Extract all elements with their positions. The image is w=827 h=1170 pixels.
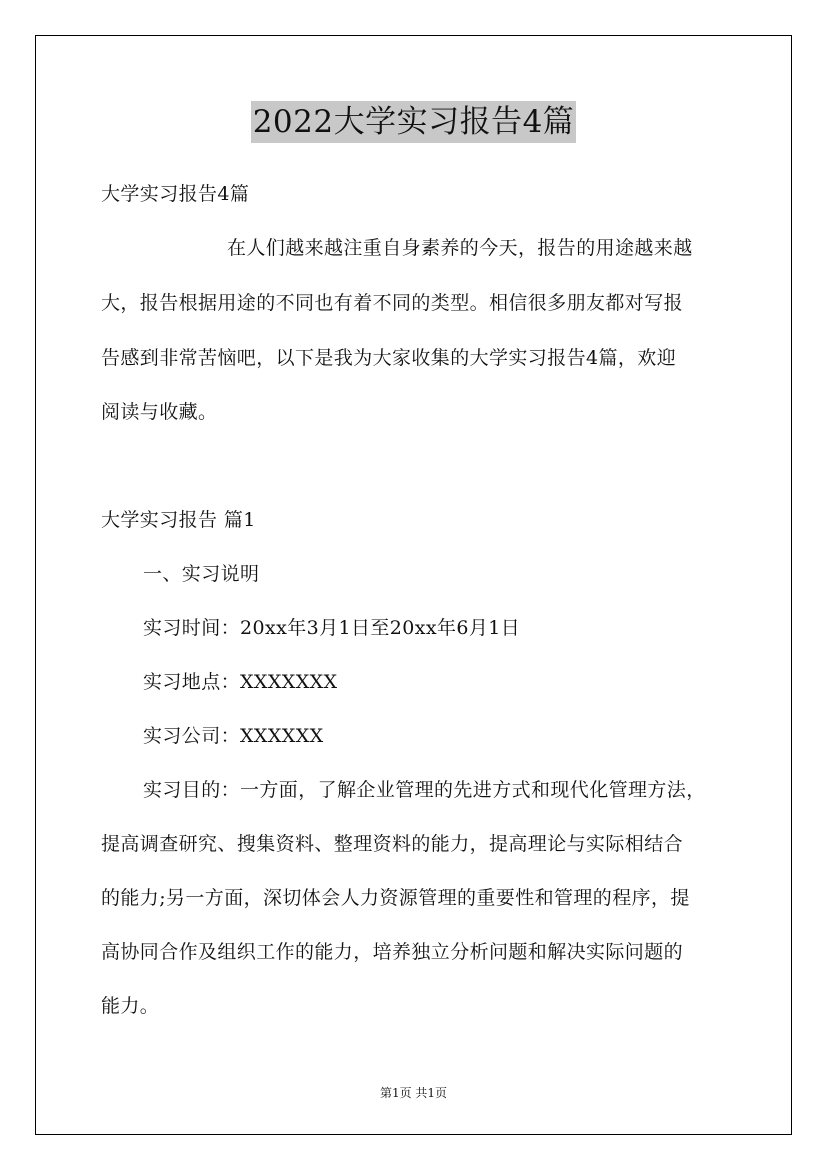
internship-company: 实习公司：XXXXXX (143, 725, 324, 747)
purpose-line-5: 能力。 (101, 995, 160, 1017)
sub-heading: 一、实习说明 (143, 563, 260, 585)
purpose-line-4: 高协同合作及组织工作的能力，培养独立分析问题和解决实际问题的 (101, 941, 684, 963)
document-title: 2022大学实习报告4篇 (251, 101, 577, 143)
section-heading: 大学实习报告 篇1 (101, 509, 256, 531)
page-number: 第1页 共1页 (379, 1086, 448, 1100)
intro-line-2: 大，报告根据用途的不同也有着不同的类型。相信很多朋友都对写报 (101, 292, 684, 314)
intro-line-3: 告感到非常苦恼吧，以下是我为大家收集的大学实习报告4篇，欢迎 (101, 347, 677, 369)
title-container (0, 101, 827, 143)
internship-time: 实习时间：20xx年3月1日至20xx年6月1日 (143, 617, 521, 639)
internship-location: 实习地点：XXXXXXX (143, 671, 338, 693)
document-subtitle: 大学实习报告4篇 (101, 183, 250, 205)
purpose-line-2: 提高调查研究、搜集资料、整理资料的能力，提高理论与实际相结合 (101, 833, 684, 855)
intro-line-1: 在人们越来越注重自身素养的今天，报告的用途越来越 (227, 237, 693, 259)
purpose-line-3: 的能力;另一方面，深切体会人力资源管理的重要性和管理的程序，提 (101, 887, 690, 909)
intro-line-4: 阅读与收藏。 (101, 401, 218, 423)
page-footer (0, 1085, 827, 1101)
purpose-line-1: 实习目的：一方面，了解企业管理的先进方式和现代化管理方法， (143, 779, 706, 801)
